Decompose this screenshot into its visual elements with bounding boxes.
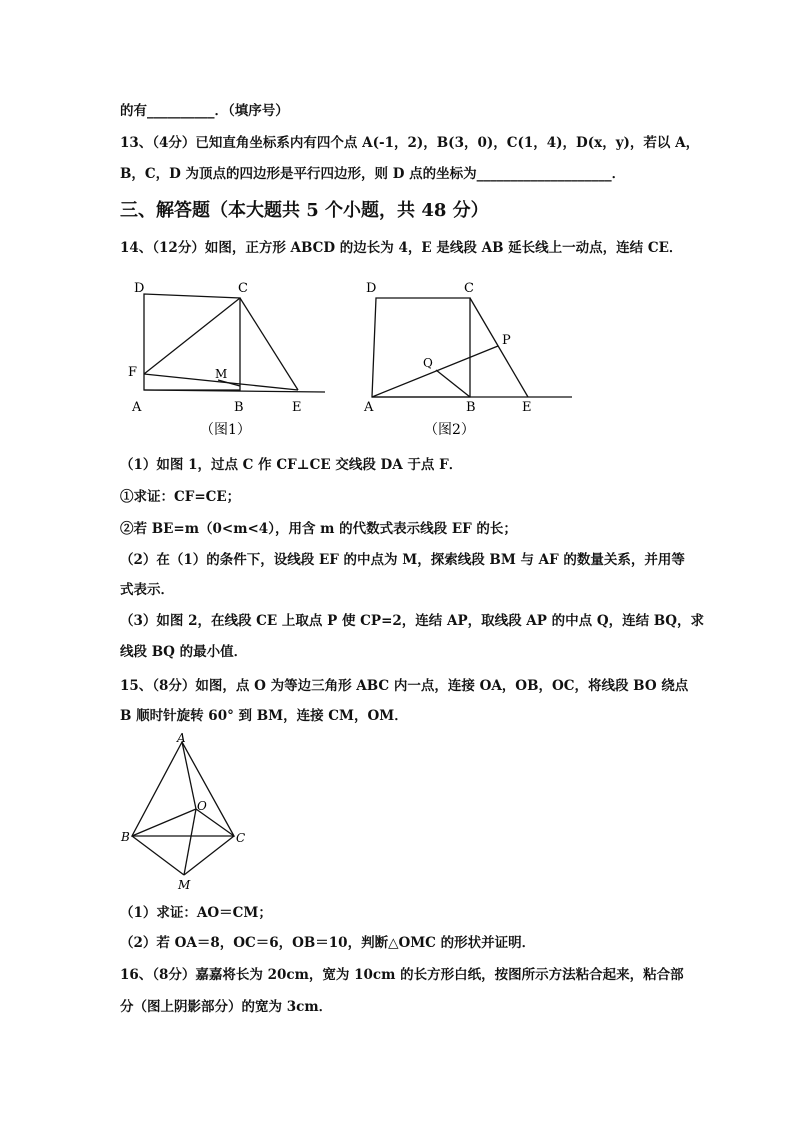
label-b: B — [121, 830, 130, 844]
figure-caption: （图2） — [424, 422, 475, 438]
label-q: Q — [423, 356, 433, 370]
question-14-part-1-b: ②若 BE=m（0<m<4），用含 m 的代数式表示线段 EF 的长； — [120, 521, 517, 537]
question-15-line-1: 15、（8分）如图，点 O 为等边三角形 ABC 内一点，连接 OA，OB，OC，将线段 BO 绕点 — [120, 678, 689, 694]
label-a: A — [177, 732, 186, 745]
label-b: B — [466, 400, 476, 415]
figure-3 — [112, 732, 262, 894]
question-13-line-2: B，C，D 为顶点的四边形是平行四边形，则 D 点的坐标为____________________． — [120, 166, 626, 182]
question-14-part-2-line-2: 式表示． — [120, 582, 174, 598]
section-heading: 三、解答题（本大题共 5 个小题，共 48 分） — [120, 200, 489, 221]
label-m: M — [178, 878, 191, 892]
question-14-part-2-line-1: （2）在（1）的条件下，设线段 EF 的中点为 M，探索线段 BM 与 AF 的数量关系，并用等 — [120, 552, 685, 568]
label-f: F — [128, 365, 138, 380]
question-14-part-1-a: ①求证：CF=CE； — [120, 489, 241, 505]
question-14-part-3-line-1: （3）如图 2，在线段 CE 上取点 P 使 CP=2，连结 AP，取线段 AP 的中点 Q，连结 BQ，求 — [120, 613, 704, 629]
question-14-part-3-line-2: 线段 BQ 的最小值． — [120, 644, 248, 660]
figure-1 — [120, 270, 340, 445]
label-c: C — [236, 831, 246, 845]
question-15-part-1: （1）求证：AO＝CM； — [120, 905, 272, 921]
figure-2 — [356, 270, 581, 445]
question-13-line-1: 13、（4分）已知直角坐标系内有四个点 A(-1，2)，B(3，0)，C(1，4)，D(x，y)，若以 A， — [120, 135, 700, 151]
question-15-part-2: （2）若 OA＝8，OC＝6，OB＝10，判断△OMC 的形状并证明． — [120, 935, 536, 951]
label-d: D — [134, 281, 145, 296]
question-14-stem: 14、（12分）如图，正方形 ABCD 的边长为 4，E 是线段 AB 延长线上一动点，连结 CE． — [120, 240, 683, 256]
question-16-line-2: 分（图上阴影部分）的宽为 3cm． — [120, 999, 333, 1015]
label-c: C — [238, 281, 248, 296]
label-e: E — [522, 400, 532, 415]
question-14-part-1: （1）如图 1，过点 C 作 CF⊥CE 交线段 DA 于点 F． — [120, 457, 463, 473]
text-line: 的有__________．（填序号） — [120, 103, 289, 119]
figure-caption: （图1） — [200, 422, 251, 438]
label-d: D — [366, 281, 377, 296]
label-e: E — [292, 400, 302, 415]
label-b: B — [234, 400, 244, 415]
label-a: A — [364, 400, 374, 415]
label-c: C — [464, 281, 474, 296]
label-o: O — [197, 799, 207, 813]
label-m: M — [215, 367, 228, 381]
question-16-line-1: 16、（8分）嘉嘉将长为 20cm，宽为 10cm 的长方形白纸，按图所示方法粘合起来，粘合部 — [120, 967, 684, 983]
label-a: A — [132, 400, 142, 415]
question-15-line-2: B 顺时针旋转 60° 到 BM，连接 CM，OM． — [120, 708, 408, 724]
label-p: P — [502, 333, 511, 348]
